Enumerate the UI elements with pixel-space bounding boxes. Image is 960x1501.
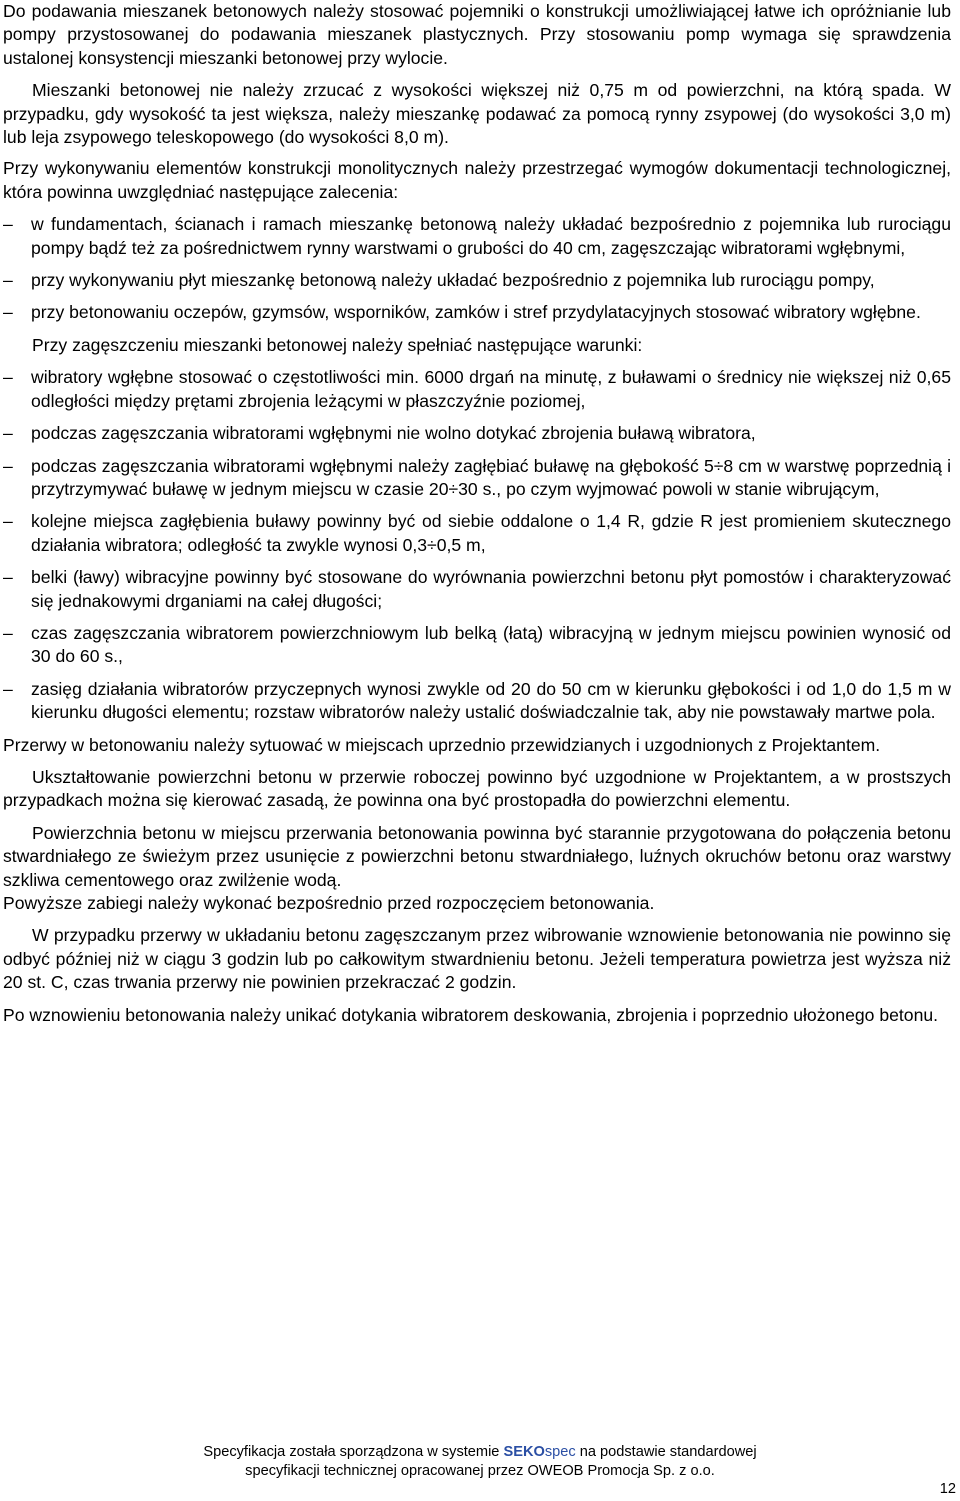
- list-item: – belki (ławy) wibracyjne powinny być stosowane do wyrównania powierzchni betonu płyt pomostów i charakteryzować się jednakowymi drganiami na całej długości;: [3, 566, 951, 613]
- footer-line-2: specyfikacji technicznej opracowanej przez OWEOB Promocja Sp. z o.o.: [245, 1463, 715, 1479]
- paragraph-break-time-limits: W przypadku przerwy w układaniu betonu zagęszczanym przez wibrowanie wznowienie betonowania nie powinno się odbyć później niż w ciągu 3 godzin lub po całkowitym stwardnieniu betonu. Jeżeli temperatura powietrza jest wyższa niż 20 st. C, czas trwania przerwy nie powinien przekraczać 2 godzin.: [3, 925, 951, 993]
- paragraph-mixing-containers: Do podawania mieszanek betonowych należy stosować pojemniki o konstrukcji umożliwiającej łatwe ich opróżnianie lub pompy przystosowanej do podawania mieszanek plastycznych. Przy stosowaniu pomp wymaga się sprawdzenia ustalonej konsystencji mieszanki betonowej przy wylocie.: [3, 1, 951, 68]
- paragraph-resumed-concreting: Po wznowieniu betonowania należy unikać dotykania wibratorem deskowania, zbrojenia i poprzednio ułożonego betonu.: [3, 1004, 939, 1025]
- paragraph-drop-height: Mieszanki betonowej nie należy zrzucać z wysokości większej niż 0,75 m od powierzchni, na którą spada. W przypadku, gdy wysokość ta jest większa, należy mieszankę podawać za pomocą rynny zsypowej (do wysokości 3,0 m) lub leja zsypowego teleskopowego (do wysokości 8,0 m).: [3, 80, 951, 148]
- paragraph-compaction-conditions: Przy zagęszczeniu mieszanki betonowej należy spełniać następujące warunki:: [32, 334, 643, 355]
- page-footer: [0, 1443, 960, 1481]
- paragraph-monolithic-requirements: Przy wykonywaniu elementów konstrukcji monolitycznych należy przestrzegać wymogów dokumentacji technologicznej, która powinna uwzględniać następujące zalecenia:: [3, 158, 951, 202]
- paragraph-breaks-location: Przerwy w betonowaniu należy sytuować w miejscach uprzednio przewidzianych i uzgodnionych z Projektantem.: [3, 734, 881, 755]
- footer-text-after: na podstawie standardowej: [579, 1444, 757, 1460]
- list-item: – wibratory wgłębne stosować o częstotliwości min. 6000 drgań na minutę, z buławami o średnicy nie większej niż 0,65 odległości między prętami zbrojenia leżącymi w płaszczyźnie poziomej,: [3, 366, 951, 413]
- list-compaction-conditions: [3, 366, 951, 724]
- paragraph-break-surface-shape: Ukształtowanie powierzchni betonu w przerwie roboczej powinno być uzgodnione w Projektantem, a w prostszych przypadkach można się kierować zasadą, że powinna ona być prostopadła do powierzchni elementu.: [3, 766, 951, 811]
- page-number: 12: [939, 1481, 956, 1497]
- list-item: – czas zagęszczania wibratorem powierzchniowym lub belką (łatą) wibracyjną w jednym miejscu powinien wynosić od 30 do 60 s.,: [3, 622, 951, 669]
- logo-seko-part: SEKO: [503, 1444, 545, 1460]
- list-item: – zasięg działania wibratorów przyczepnych wynosi zwykle od 20 do 50 cm w kierunku głębokości i od 1,0 do 1,5 m w kierunku długości elementu; rozstaw wibratorów należy ustalić doświadczalnie tak, aby nie powstawały martwe pola.: [3, 678, 951, 725]
- list-item: – kolejne miejsca zagłębienia buławy powinny być od siebie oddalone o 1,4 R, gdzie R jest promieniem skutecznego działania wibratora; odległość ta zwykle wynosi 0,3÷0,5 m,: [3, 510, 951, 557]
- list-item: – podczas zagęszczania wibratorami wgłębnymi nie wolno dotykać zbrojenia buławą wibratora,: [3, 422, 951, 445]
- footer-line-1: [0, 1443, 960, 1462]
- list-recommendations: [3, 213, 951, 325]
- list-item: – w fundamentach, ścianach i ramach mieszankę betonową należy układać bezpośrednio z pojemnika lub rurociągu pompy bądź też za pośrednictwem rynny warstwami o grubości do 40 cm, zagęszczając wibratorami wgłębnymi,: [3, 213, 951, 260]
- footer-text-before: Specyfikacja została sporządzona w systemie: [203, 1444, 500, 1460]
- logo-spec-part: spec: [544, 1444, 576, 1460]
- paragraph-break-surface-preparation: Powierzchnia betonu w miejscu przerwania betonowania powinna być starannie przygotowana do połączenia betonu stwardniałego ze świeżym przez usunięcie z powierzchni betonu stwardniałego, luźnych okruchów betonu oraz warstwy szkliwa cementowego oraz zwilżenie wodą.: [3, 822, 951, 890]
- list-item: – przy wykonywaniu płyt mieszankę betonową należy układać bezpośrednio z pojemnika lub rurociągu pompy,: [3, 269, 951, 292]
- paragraph-preparation-timing: Powyższe zabiegi należy wykonać bezpośrednio przed rozpoczęciem betonowania.: [3, 893, 655, 913]
- document-page: [3, 0, 951, 1027]
- list-item: – przy betonowaniu oczepów, gzymsów, wsporników, zamków i stref przydylatacyjnych stosować wibratory wgłębne.: [3, 301, 951, 324]
- sekospec-logo: [504, 1444, 576, 1460]
- list-item: – podczas zagęszczania wibratorami wgłębnymi należy zagłębiać buławę na głębokość 5÷8 cm w warstwę poprzednią i przytrzymywać buławę w jednym miejscu w czasie 20÷30 s., po czym wyjmować powoli w stanie wibrującym,: [3, 455, 951, 502]
